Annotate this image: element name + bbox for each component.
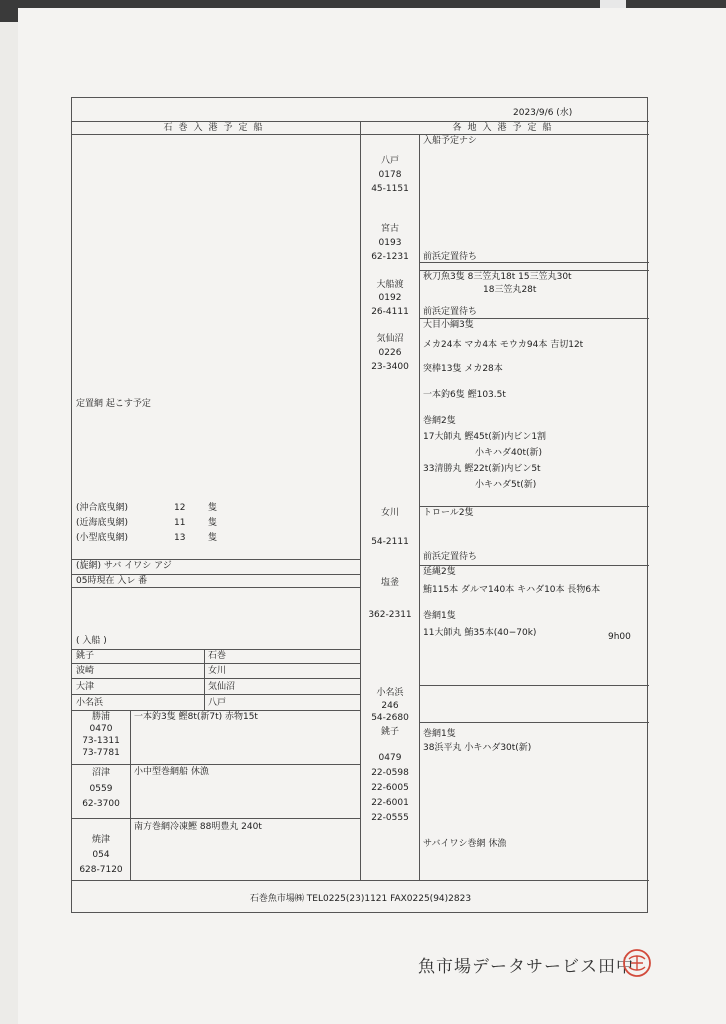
rule-port-3: [72, 694, 360, 695]
rule-port-2: [72, 678, 360, 679]
ofunato-line-1: 秋刀魚3隻 8三笠丸18t 15三笠丸30t: [423, 272, 572, 282]
rule-port-1: [72, 663, 360, 664]
onahama-name: 小名浜: [376, 688, 404, 698]
company-signature: 魚市場データサービス田中: [418, 957, 634, 977]
kesennuma-line-5: 巻網2隻: [423, 416, 456, 426]
choshi-line-2: 38浜平丸 小キハダ30t(新): [423, 743, 532, 753]
choshi-line-3: サバイワシ巻網 休漁: [423, 839, 507, 849]
katsuura-tel-2: 73-1311: [82, 736, 120, 746]
miyako-tel-1: 0193: [378, 238, 402, 248]
shiogama-line-2: 鮪115本 ダルマ140本 キハダ10本 長物6本: [423, 585, 601, 595]
onahama-tel-2: 54-2680: [371, 713, 409, 723]
footer-contact: 石巻魚市場㈱ TEL0225(23)1121 FAX0225(94)2823: [249, 894, 472, 904]
other-ports-header: 各地入港予定船: [452, 123, 558, 133]
hachinohe-tel-2: 45-1151: [371, 184, 409, 194]
port-b-3: 気仙沼: [208, 682, 236, 692]
rule-onahama-bottom: [419, 722, 649, 723]
rule-katsuura-bottom: [72, 764, 360, 765]
shiogama-line-4: 11大師丸 鮪35本(40−70k): [423, 628, 537, 638]
red-seal-stamp-icon: [622, 948, 652, 978]
footer-line: [72, 880, 649, 881]
rule-ports-top: [72, 649, 360, 650]
port-b-1: 石巻: [208, 651, 227, 661]
trawl-count-2: 11: [174, 518, 186, 528]
katsuura-tel-1: 0470: [89, 724, 113, 734]
miyako-tel-2: 62-1231: [371, 252, 409, 262]
rule-onagawa-bottom: [419, 565, 649, 566]
numazu-tel-1: 0559: [89, 784, 113, 794]
port-a-2: 波崎: [76, 666, 95, 676]
miyako-name: 宮古: [380, 224, 399, 234]
choshi-tel-4: 22-6001: [371, 798, 409, 808]
port-a-4: 小名浜: [76, 698, 104, 708]
onagawa-line-2: 前浜定置待ち: [423, 552, 478, 562]
hachinohe-tel-1: 0178: [378, 170, 402, 180]
trawl-name-1: (沖合底曳網): [76, 503, 129, 513]
shiogama-tel-1: 362-2311: [368, 610, 412, 620]
rule-time-bottom: [72, 587, 360, 588]
choshi-tel-2: 22-0598: [371, 768, 409, 778]
makiami-line: (旋網) サバ イワシ アジ: [76, 561, 172, 571]
right-port-column-line: [419, 134, 420, 880]
rule-shiogama-bottom: [419, 685, 649, 686]
choshi-line-1: 巻網1隻: [423, 729, 456, 739]
ishinomaki-header: 石巻入港予定船: [163, 123, 269, 133]
port-a-1: 銚子: [76, 651, 95, 661]
rule-miyako-bottom: [419, 270, 649, 271]
choshi-tel-3: 22-6005: [371, 783, 409, 793]
katsuura-info: 一本釣3隻 鰹8t(新7t) 赤物15t: [134, 712, 258, 722]
kesennuma-line-2: メカ24本 マカ4本 モウカ94本 吉切12t: [423, 340, 584, 350]
seal-glyph: [629, 956, 645, 970]
shiogama-time: 9h00: [608, 632, 631, 642]
trawl-name-3: (小型底曳網): [76, 533, 129, 543]
yaizu-tel-1: 054: [92, 850, 110, 860]
trawl-count-3: 13: [174, 533, 186, 543]
rule-numazu-bottom: [72, 818, 360, 819]
port-b-2: 女川: [208, 666, 227, 676]
shiogama-name: 塩釜: [380, 578, 399, 588]
kesennuma-tel-2: 23-3400: [371, 362, 409, 372]
kesennuma-line-1: 大目小綱3隻: [423, 320, 474, 330]
shiogama-line-1: 延縄2隻: [423, 567, 456, 577]
time-line: 05時現在 入レ 番: [76, 576, 148, 586]
trawl-name-2: (近海底曳網): [76, 518, 129, 528]
trawl-unit-3: 隻: [208, 533, 218, 543]
rule-makiami-top: [72, 559, 360, 560]
date-label: 2023/9/6 (水): [513, 108, 573, 118]
numazu-name: 沼津: [91, 768, 110, 778]
ofunato-tel-2: 26-4111: [371, 307, 409, 317]
choshi-tel-1: 0479: [378, 753, 402, 763]
kesennuma-name: 気仙沼: [376, 334, 404, 344]
yaizu-tel-2: 628-7120: [79, 865, 123, 875]
onagawa-tel-1: 54-2111: [371, 537, 409, 547]
kesennuma-line-7: 小キハダ40t(新): [475, 448, 543, 458]
ofunato-line-2: 18三笠丸28t: [483, 285, 537, 295]
katsuura-name: 勝浦: [91, 712, 110, 722]
kesennuma-line-4: 一本釣6隻 鰹103.5t: [423, 390, 506, 400]
trawl-count-1: 12: [174, 503, 186, 513]
ofunato-tel-1: 0192: [378, 293, 402, 303]
port-b-4: 八戸: [208, 698, 227, 708]
trawl-unit-2: 隻: [208, 518, 218, 528]
ofunato-line-3: 前浜定置待ち: [423, 307, 478, 317]
katsuura-tel-3: 73-7781: [82, 748, 120, 758]
rule-kesennuma-bottom: [419, 506, 649, 507]
left-port-column-line: [130, 710, 131, 880]
arrival-label: ( 入船 ): [76, 636, 107, 646]
kesennuma-line-9: 小キハダ5t(新): [475, 480, 537, 490]
numazu-info: 小中型巻網船 休漁: [134, 767, 209, 777]
onagawa-line-1: トロール2隻: [423, 508, 474, 518]
choshi-tel-5: 22-0555: [371, 813, 409, 823]
trawl-unit-1: 隻: [208, 503, 218, 513]
miyako-line-1: 前浜定置待ち: [423, 252, 478, 262]
rule-time-top: [72, 574, 360, 575]
shiogama-line-3: 巻網1隻: [423, 611, 456, 621]
rule-port-4: [72, 710, 360, 711]
kesennuma-line-3: 突棒13隻 メカ28本: [423, 364, 503, 374]
onahama-tel-1: 246: [381, 701, 399, 711]
kesennuma-line-6: 17大師丸 鰹45t(新)内ビン1割: [423, 432, 547, 442]
ofunato-name: 大船渡: [376, 280, 404, 290]
port-a-3: 大津: [76, 682, 95, 692]
teichi-note: 定置網 起こす予定: [76, 399, 151, 409]
yaizu-name: 焼津: [91, 835, 110, 845]
kesennuma-tel-1: 0226: [378, 348, 402, 358]
hachinohe-line-1: 入船予定ナシ: [423, 136, 477, 146]
rule-ofunato-bottom: [419, 318, 649, 319]
onagawa-name: 女川: [380, 508, 399, 518]
choshi-name: 銚子: [380, 727, 399, 737]
yaizu-info: 南方巻網冷凍鰹 88明豊丸 240t: [134, 822, 262, 832]
hachinohe-name: 八戸: [380, 156, 399, 166]
kesennuma-line-8: 33清勝丸 鰹22t(新)内ビン5t: [423, 464, 541, 474]
numazu-tel-2: 62-3700: [82, 799, 120, 809]
ports-middle-line: [204, 649, 205, 710]
market-schedule-form: [71, 97, 648, 913]
